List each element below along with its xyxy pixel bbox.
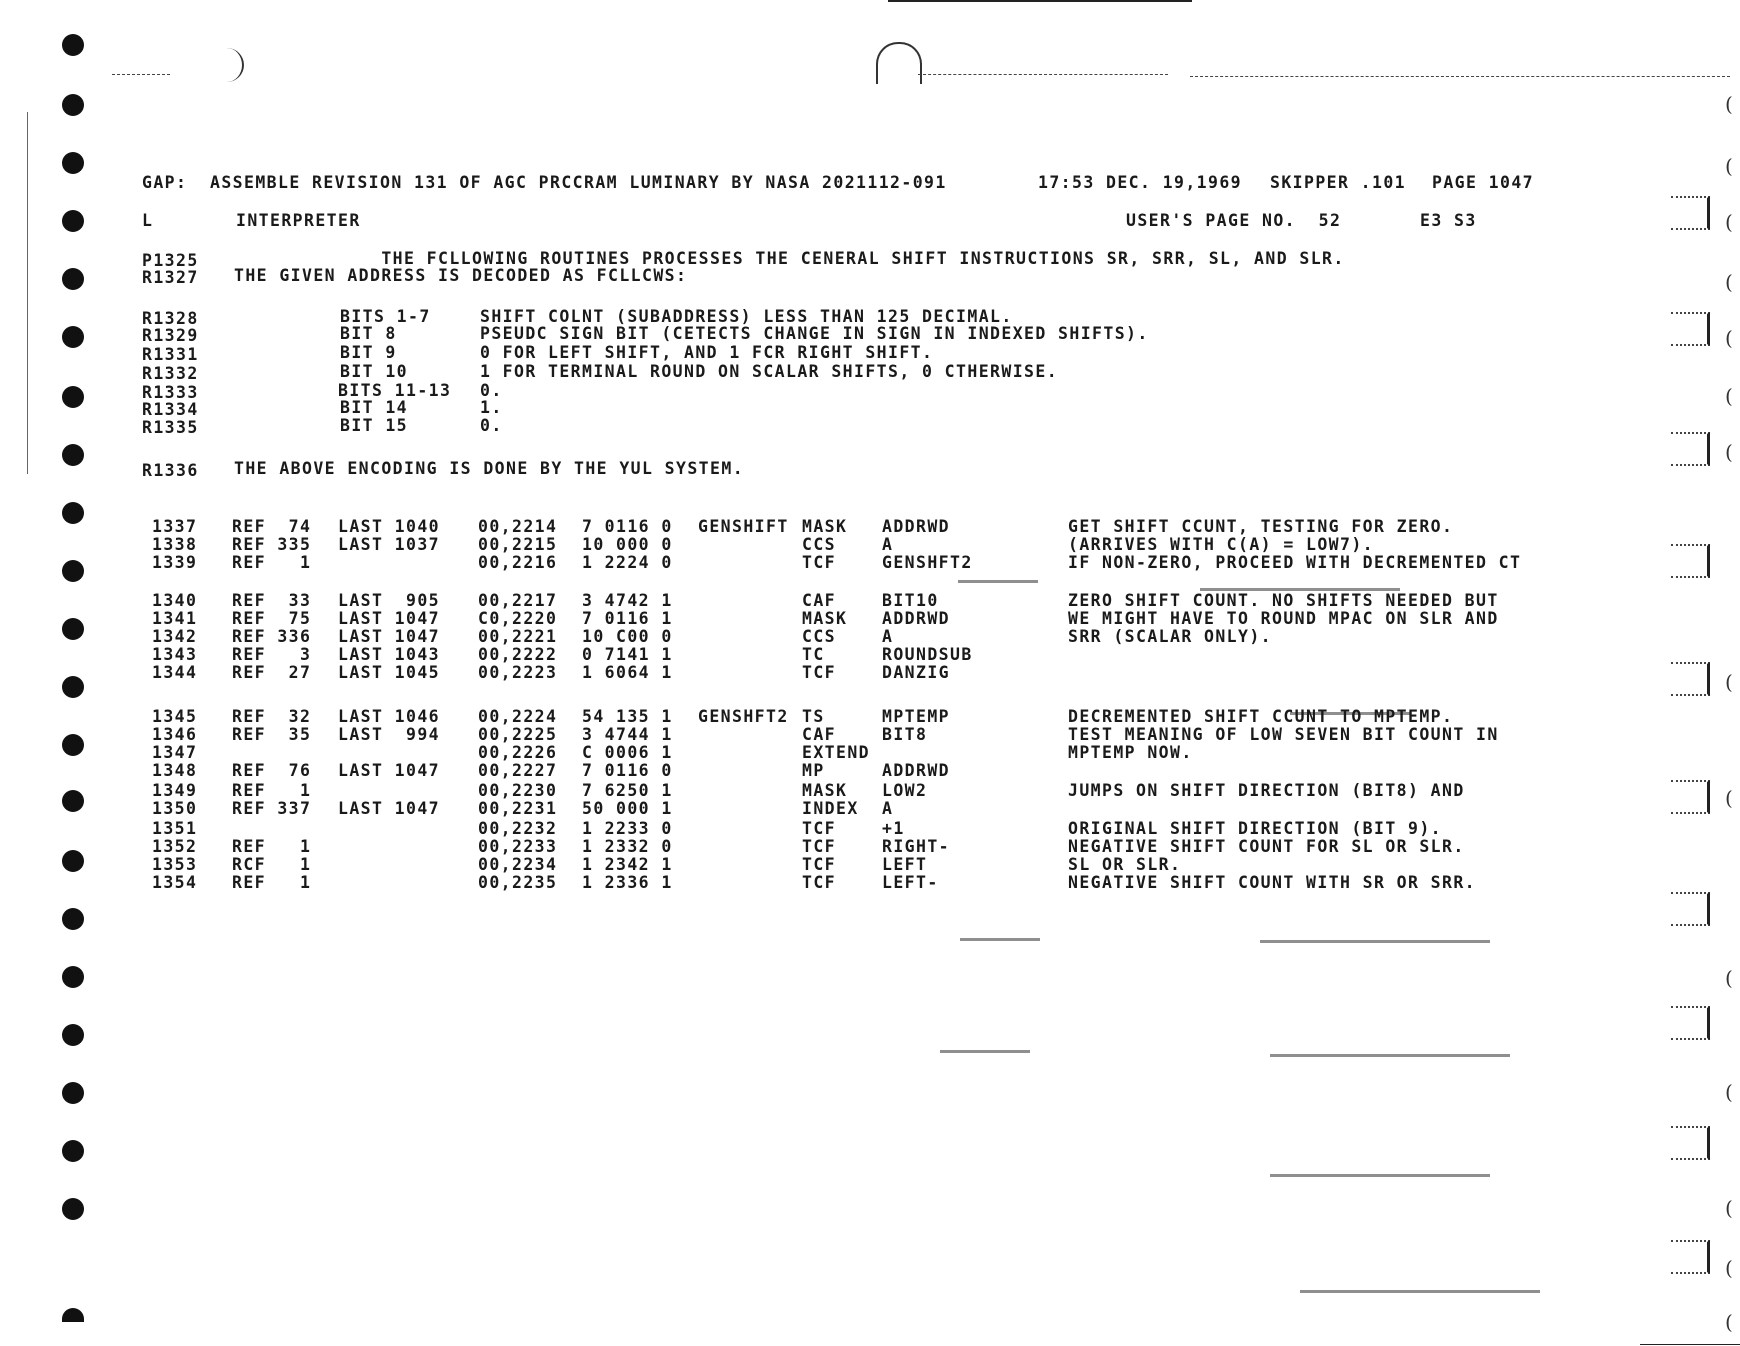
line-number: 1350 bbox=[152, 799, 198, 818]
margin-mark: ( bbox=[1725, 440, 1733, 464]
comment: SRR (SCALAR ONLY). bbox=[1068, 627, 1273, 646]
bit-label: BIT 9 bbox=[340, 343, 397, 362]
line-number: 1344 bbox=[152, 663, 198, 682]
feed-hole bbox=[62, 210, 84, 232]
remark-text: THE ABOVE ENCODING IS DONE BY THE YUL SYSTEM. bbox=[234, 459, 745, 478]
last-reference: LAST 1037 bbox=[338, 535, 441, 554]
margin-mark: ( bbox=[1725, 92, 1733, 116]
ref-count: REF 27 bbox=[232, 663, 312, 682]
operand: ADDRWD bbox=[882, 517, 951, 536]
opcode: INDEX bbox=[802, 799, 859, 818]
margin-mark: ( bbox=[1725, 1256, 1733, 1280]
octal-word: 10 C00 0 bbox=[582, 627, 673, 646]
left-margin-line bbox=[27, 112, 28, 474]
ref-count: REF 32 bbox=[232, 707, 312, 726]
line-number: 1339 bbox=[152, 553, 198, 572]
bit-remark-number: R1329 bbox=[142, 326, 199, 345]
operand: ROUNDSUB bbox=[882, 645, 973, 664]
feed-hole bbox=[62, 444, 84, 466]
opcode: TCF bbox=[802, 873, 837, 892]
last-reference: LAST 994 bbox=[338, 725, 441, 744]
operand: ADDRWD bbox=[882, 609, 951, 628]
memory-address: C0,2220 bbox=[478, 609, 558, 628]
bit-label: BITS 11-13 bbox=[338, 381, 452, 400]
ref-count: REF 1 bbox=[232, 873, 312, 892]
top-right-dash bbox=[1190, 76, 1730, 77]
comment: NEGATIVE SHIFT COUNT FOR SL OR SLR. bbox=[1068, 837, 1465, 856]
margin-mark: ( bbox=[1725, 384, 1733, 408]
top-center-arc bbox=[876, 42, 922, 84]
feed-hole bbox=[62, 790, 84, 812]
ref-count: REF 35 bbox=[232, 725, 312, 744]
line-number: 1342 bbox=[152, 627, 198, 646]
users-page-number: USER'S PAGE NO. 52 bbox=[1126, 211, 1342, 230]
bit-label: BIT 14 bbox=[340, 398, 409, 417]
comment: DECREMENTED SHIFT CCUNT TO MPTEMP. bbox=[1068, 707, 1454, 726]
feed-hole bbox=[62, 94, 84, 116]
feed-hole bbox=[62, 386, 84, 408]
bit-label: BIT 15 bbox=[340, 416, 409, 435]
line-number: 1337 bbox=[152, 517, 198, 536]
bit-description: 0. bbox=[480, 381, 503, 400]
memory-address: 00,2215 bbox=[478, 535, 558, 554]
memory-address: 00,2231 bbox=[478, 799, 558, 818]
scan-speck bbox=[1270, 1174, 1490, 1177]
bit-remark-number: R1335 bbox=[142, 418, 199, 437]
memory-address: 00,2233 bbox=[478, 837, 558, 856]
feed-hole bbox=[62, 966, 84, 988]
comment: TEST MEANING OF LOW SEVEN BIT COUNT IN bbox=[1068, 725, 1499, 744]
ref-count: REF 335 bbox=[232, 535, 312, 554]
opcode: CCS bbox=[802, 535, 837, 554]
remark-text: THE GIVEN ADDRESS IS DECODED AS FCLLCWS: bbox=[234, 266, 688, 285]
last-reference: LAST 1047 bbox=[338, 627, 441, 646]
feed-hole bbox=[62, 1308, 84, 1322]
section-code: E3 S3 bbox=[1420, 211, 1477, 230]
bit-label: BIT 10 bbox=[340, 362, 409, 381]
line-number: 1352 bbox=[152, 837, 198, 856]
operand: A bbox=[882, 535, 894, 554]
feed-hole bbox=[62, 1140, 84, 1162]
operand: +1 bbox=[882, 819, 905, 838]
bit-label: BITS 1-7 bbox=[340, 307, 431, 326]
margin-mark: ( bbox=[1725, 966, 1733, 990]
line-number: 1353 bbox=[152, 855, 198, 874]
octal-word: 1 2336 1 bbox=[582, 873, 673, 892]
last-reference: LAST 1043 bbox=[338, 645, 441, 664]
comment: ORIGINAL SHIFT DIRECTION (BIT 9). bbox=[1068, 819, 1443, 838]
memory-address: 00,2222 bbox=[478, 645, 558, 664]
last-reference: LAST 1047 bbox=[338, 761, 441, 780]
listing-title: GAP: ASSEMBLE REVISION 131 OF AGC PRCCRAM LUMINARY BY NASA 2021112-091 bbox=[142, 173, 947, 192]
line-number: 1338 bbox=[152, 535, 198, 554]
feed-hole bbox=[62, 676, 84, 698]
octal-word: 7 0116 0 bbox=[582, 517, 673, 536]
bit-description: 1 FOR TERMINAL ROUND ON SCALAR SHIFTS, 0 CTHERWISE. bbox=[480, 362, 1059, 381]
ref-count: REF 337 bbox=[232, 799, 312, 818]
bit-description: 0 FOR LEFT SHIFT, AND 1 FCR RIGHT SHIFT. bbox=[480, 343, 934, 362]
memory-address: 00,2230 bbox=[478, 781, 558, 800]
memory-address: 00,2232 bbox=[478, 819, 558, 838]
line-number: 1346 bbox=[152, 725, 198, 744]
operand: LEFT- bbox=[882, 873, 939, 892]
memory-address: 00,2224 bbox=[478, 707, 558, 726]
top-left-bracket bbox=[212, 48, 244, 82]
top-left-dash bbox=[112, 74, 170, 75]
symbol-label: GENSHFT2 bbox=[698, 707, 789, 726]
octal-word: 0 7141 1 bbox=[582, 645, 673, 664]
opcode: TCF bbox=[802, 819, 837, 838]
comment: JUMPS ON SHIFT DIRECTION (BIT8) AND bbox=[1068, 781, 1465, 800]
opcode: EXTEND bbox=[802, 743, 871, 762]
last-reference: LAST 1045 bbox=[338, 663, 441, 682]
memory-address: 00,2223 bbox=[478, 663, 558, 682]
comment: (ARRIVES WITH C(A) = LOW7). bbox=[1068, 535, 1375, 554]
octal-word: 10 000 0 bbox=[582, 535, 673, 554]
octal-word: 54 135 1 bbox=[582, 707, 673, 726]
operand: MPTEMP bbox=[882, 707, 951, 726]
section-name: INTERPRETER bbox=[236, 211, 361, 230]
feed-hole bbox=[62, 618, 84, 640]
operand: BIT10 bbox=[882, 591, 939, 610]
comment: NEGATIVE SHIFT COUNT WITH SR OR SRR. bbox=[1068, 873, 1477, 892]
feed-hole bbox=[62, 734, 84, 756]
opcode: CCS bbox=[802, 627, 837, 646]
opcode: TCF bbox=[802, 855, 837, 874]
margin-mark: ( bbox=[1725, 670, 1733, 694]
feed-hole bbox=[62, 560, 84, 582]
operand: LEFT bbox=[882, 855, 928, 874]
feed-hole bbox=[62, 908, 84, 930]
bottom-right-rule bbox=[1640, 1344, 1740, 1345]
opcode: MASK bbox=[802, 781, 848, 800]
scan-speck bbox=[1300, 1290, 1540, 1293]
memory-address: 00,2225 bbox=[478, 725, 558, 744]
margin-mark: ( bbox=[1725, 786, 1733, 810]
operand: ADDRWD bbox=[882, 761, 951, 780]
line-number: 1345 bbox=[152, 707, 198, 726]
margin-mark: ( bbox=[1725, 154, 1733, 178]
margin-mark: ( bbox=[1725, 1196, 1733, 1220]
bit-remark-number: R1331 bbox=[142, 345, 199, 364]
line-number: 1351 bbox=[152, 819, 198, 838]
page-number: PAGE 1047 bbox=[1432, 173, 1535, 192]
operand: RIGHT- bbox=[882, 837, 951, 856]
bit-remark-number: R1333 bbox=[142, 383, 199, 402]
ref-count: REF 76 bbox=[232, 761, 312, 780]
feed-hole bbox=[62, 502, 84, 524]
opcode: TS bbox=[802, 707, 825, 726]
margin-smudge bbox=[1671, 1006, 1710, 1040]
octal-word: 7 0116 0 bbox=[582, 761, 673, 780]
memory-address: 00,2234 bbox=[478, 855, 558, 874]
listing-skipper: SKIPPER .101 bbox=[1270, 173, 1407, 192]
remark-number: R1327 bbox=[142, 268, 199, 287]
ref-count: REF 336 bbox=[232, 627, 312, 646]
ref-count: RCF 1 bbox=[232, 855, 312, 874]
bit-description: 1. bbox=[480, 398, 503, 417]
top-center-dash bbox=[918, 74, 1168, 75]
opcode: TC bbox=[802, 645, 825, 664]
last-reference: LAST 905 bbox=[338, 591, 441, 610]
operand: BIT8 bbox=[882, 725, 928, 744]
margin-mark: ( bbox=[1725, 326, 1733, 350]
memory-address: 00,2227 bbox=[478, 761, 558, 780]
last-reference: LAST 1046 bbox=[338, 707, 441, 726]
octal-word: 1 2332 0 bbox=[582, 837, 673, 856]
memory-address: 00,2235 bbox=[478, 873, 558, 892]
remark-number: R1336 bbox=[142, 461, 199, 480]
line-number: 1343 bbox=[152, 645, 198, 664]
last-reference: LAST 1047 bbox=[338, 609, 441, 628]
margin-smudge bbox=[1671, 662, 1710, 696]
line-number: 1347 bbox=[152, 743, 198, 762]
margin-smudge bbox=[1671, 432, 1710, 466]
symbol-label: GENSHIFT bbox=[698, 517, 789, 536]
operand: LOW2 bbox=[882, 781, 928, 800]
feed-hole bbox=[62, 1024, 84, 1046]
octal-word: 7 6250 1 bbox=[582, 781, 673, 800]
opcode: CAF bbox=[802, 591, 837, 610]
operand: DANZIG bbox=[882, 663, 951, 682]
octal-word: 1 2233 0 bbox=[582, 819, 673, 838]
comment: MPTEMP NOW. bbox=[1068, 743, 1193, 762]
scan-speck bbox=[958, 580, 1038, 583]
top-rule bbox=[888, 0, 1192, 2]
bit-description: 0. bbox=[480, 416, 503, 435]
comment: SL OR SLR. bbox=[1068, 855, 1182, 874]
margin-smudge bbox=[1671, 544, 1710, 578]
opcode: TCF bbox=[802, 663, 837, 682]
opcode: MASK bbox=[802, 609, 848, 628]
comment: ZERO SHIFT COUNT. NO SHIFTS NEEDED BUT bbox=[1068, 591, 1499, 610]
scan-speck bbox=[940, 1050, 1030, 1053]
bit-remark-number: R1332 bbox=[142, 364, 199, 383]
last-reference: LAST 1040 bbox=[338, 517, 441, 536]
line-number: 1340 bbox=[152, 591, 198, 610]
margin-smudge bbox=[1671, 196, 1710, 230]
listing-datetime: 17:53 DEC. 19,1969 bbox=[1038, 173, 1243, 192]
operand: A bbox=[882, 627, 894, 646]
margin-mark: ( bbox=[1725, 1080, 1733, 1104]
margin-mark: ( bbox=[1725, 270, 1733, 294]
margin-smudge bbox=[1671, 1240, 1710, 1274]
margin-mark: ( bbox=[1725, 210, 1733, 234]
ref-count: REF 1 bbox=[232, 837, 312, 856]
feed-hole bbox=[62, 152, 84, 174]
section-letter: L bbox=[142, 211, 154, 230]
feed-hole bbox=[62, 34, 84, 56]
octal-word: 1 2224 0 bbox=[582, 553, 673, 572]
feed-hole bbox=[62, 326, 84, 348]
operand: GENSHFT2 bbox=[882, 553, 973, 572]
ref-count: REF 1 bbox=[232, 553, 312, 572]
ref-count: REF 1 bbox=[232, 781, 312, 800]
octal-word: 3 4742 1 bbox=[582, 591, 673, 610]
octal-word: 3 4744 1 bbox=[582, 725, 673, 744]
bit-remark-number: R1328 bbox=[142, 309, 199, 328]
margin-smudge bbox=[1671, 312, 1710, 346]
scan-speck bbox=[1270, 1054, 1510, 1057]
memory-address: 00,2217 bbox=[478, 591, 558, 610]
memory-address: 00,2216 bbox=[478, 553, 558, 572]
comment: GET SHIFT CCUNT, TESTING FOR ZERO. bbox=[1068, 517, 1454, 536]
octal-word: C 0006 1 bbox=[582, 743, 673, 762]
opcode: CAF bbox=[802, 725, 837, 744]
margin-smudge bbox=[1671, 1126, 1710, 1160]
comment: WE MIGHT HAVE TO ROUND MPAC ON SLR AND bbox=[1068, 609, 1499, 628]
feed-hole bbox=[62, 850, 84, 872]
bit-remark-number: R1334 bbox=[142, 400, 199, 419]
line-number: 1349 bbox=[152, 781, 198, 800]
operand: A bbox=[882, 799, 894, 818]
octal-word: 7 0116 1 bbox=[582, 609, 673, 628]
margin-smudge bbox=[1671, 892, 1710, 926]
remark-text: THE FCLLOWING ROUTINES PROCESSES THE CENERAL SHIFT INSTRUCTIONS SR, SRR, SL, AND SLR. bbox=[234, 249, 1345, 268]
feed-hole bbox=[62, 1198, 84, 1220]
line-number: 1348 bbox=[152, 761, 198, 780]
margin-smudge bbox=[1671, 780, 1710, 814]
memory-address: 00,2221 bbox=[478, 627, 558, 646]
last-reference: LAST 1047 bbox=[338, 799, 441, 818]
remark-number: P1325 bbox=[142, 251, 199, 270]
margin-mark: ( bbox=[1725, 1310, 1733, 1334]
memory-address: 00,2214 bbox=[478, 517, 558, 536]
octal-word: 1 6064 1 bbox=[582, 663, 673, 682]
bit-description: SHIFT COLNT (SUBADDRESS) LESS THAN 125 DECIMAL. bbox=[480, 307, 1013, 326]
ref-count: REF 3 bbox=[232, 645, 312, 664]
ref-count: REF 33 bbox=[232, 591, 312, 610]
feed-hole bbox=[62, 268, 84, 290]
opcode: TCF bbox=[802, 553, 837, 572]
opcode: MASK bbox=[802, 517, 848, 536]
octal-word: 50 000 1 bbox=[582, 799, 673, 818]
bit-label: BIT 8 bbox=[340, 324, 397, 343]
ref-count: REF 74 bbox=[232, 517, 312, 536]
comment: IF NON-ZERO, PROCEED WITH DECREMENTED CT bbox=[1068, 553, 1522, 572]
opcode: MP bbox=[802, 761, 825, 780]
line-number: 1341 bbox=[152, 609, 198, 628]
line-number: 1354 bbox=[152, 873, 198, 892]
feed-hole bbox=[62, 1082, 84, 1104]
scan-speck bbox=[1260, 940, 1490, 943]
octal-word: 1 2342 1 bbox=[582, 855, 673, 874]
memory-address: 00,2226 bbox=[478, 743, 558, 762]
bit-description: PSEUDC SIGN BIT (CETECTS CHANGE IN SIGN IN INDEXED SHIFTS). bbox=[480, 324, 1149, 343]
scan-speck bbox=[960, 938, 1040, 941]
ref-count: REF 75 bbox=[232, 609, 312, 628]
opcode: TCF bbox=[802, 837, 837, 856]
